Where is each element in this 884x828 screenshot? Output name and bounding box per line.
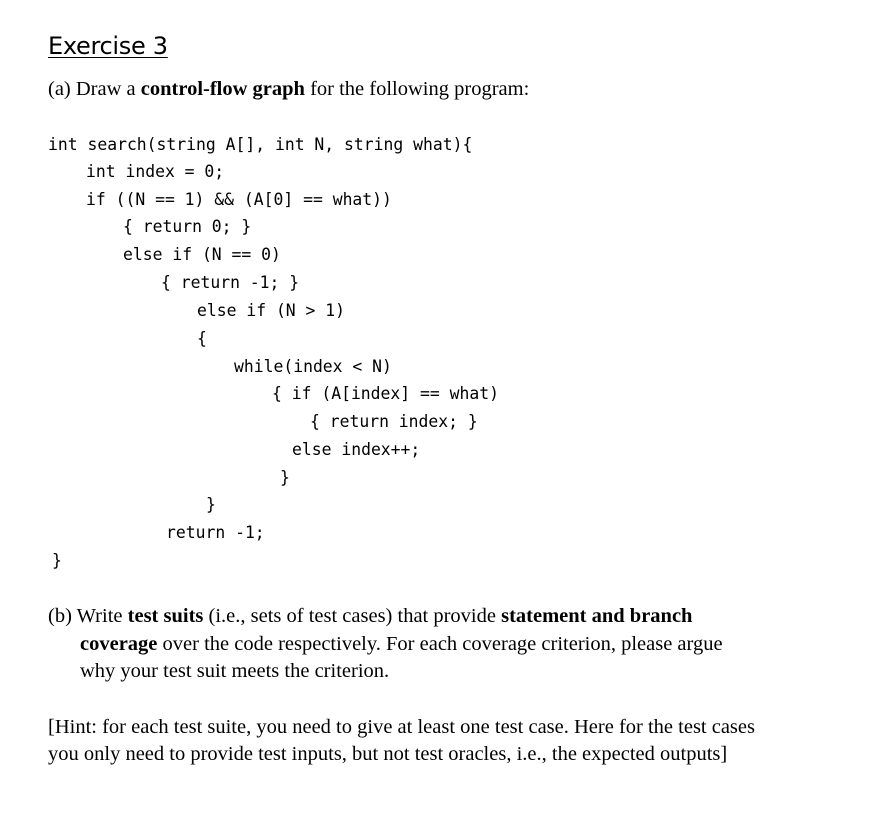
code-line-13: } (280, 468, 290, 487)
code-line-7: else if (N > 1) (197, 301, 346, 320)
part-b-line-2-rest: over the code respectively. For each coverage criterion, please argue (157, 633, 723, 655)
code-line-10: { if (A[index] == what) (272, 384, 499, 403)
part-a-prefix: (a) Draw a (48, 78, 141, 100)
part-b-prefix: (b) Write (48, 605, 128, 627)
code-line-1: int search(string A[], int N, string what){ (48, 135, 473, 154)
code-line-9: while(index < N) (234, 357, 392, 376)
hint-line-1: [Hint: for each test suite, you need to give at least one test case. Here for the test cases (48, 716, 755, 738)
code-line-4: { return 0; } (123, 217, 252, 236)
part-a-suffix: for the following program: (304, 78, 530, 100)
code-line-2: int index = 0; (86, 162, 225, 181)
part-b-bold-statement-branch: statement and branch (501, 605, 693, 627)
part-a-instruction (48, 78, 529, 101)
part-b-bold-coverage: coverage (80, 633, 158, 655)
part-b-line-3: why your test suit meets the criterion. (80, 660, 390, 682)
exercise-heading: Exercise 3 (48, 32, 168, 60)
part-b-bold-test-suits: test suits (127, 605, 204, 627)
part-b-line-1 (48, 605, 692, 628)
part-b-line-2 (80, 633, 723, 656)
code-line-3: if ((N == 1) && (A[0] == what)) (86, 190, 392, 209)
code-line-5: else if (N == 0) (123, 245, 281, 264)
code-line-12: else index++; (292, 440, 421, 459)
code-line-6: { return -1; } (161, 273, 300, 292)
code-line-15: return -1; (166, 523, 265, 542)
part-a-bold-term: control-flow graph (140, 78, 305, 100)
code-line-16: } (52, 551, 62, 570)
code-line-11: { return index; } (310, 412, 478, 431)
hint-line-2: you only need to provide test inputs, but not test oracles, i.e., the expected outputs] (48, 743, 728, 765)
code-line-14: } (206, 495, 216, 514)
code-line-8: { (197, 329, 207, 348)
part-b-mid: (i.e., sets of test cases) that provide (203, 605, 502, 627)
